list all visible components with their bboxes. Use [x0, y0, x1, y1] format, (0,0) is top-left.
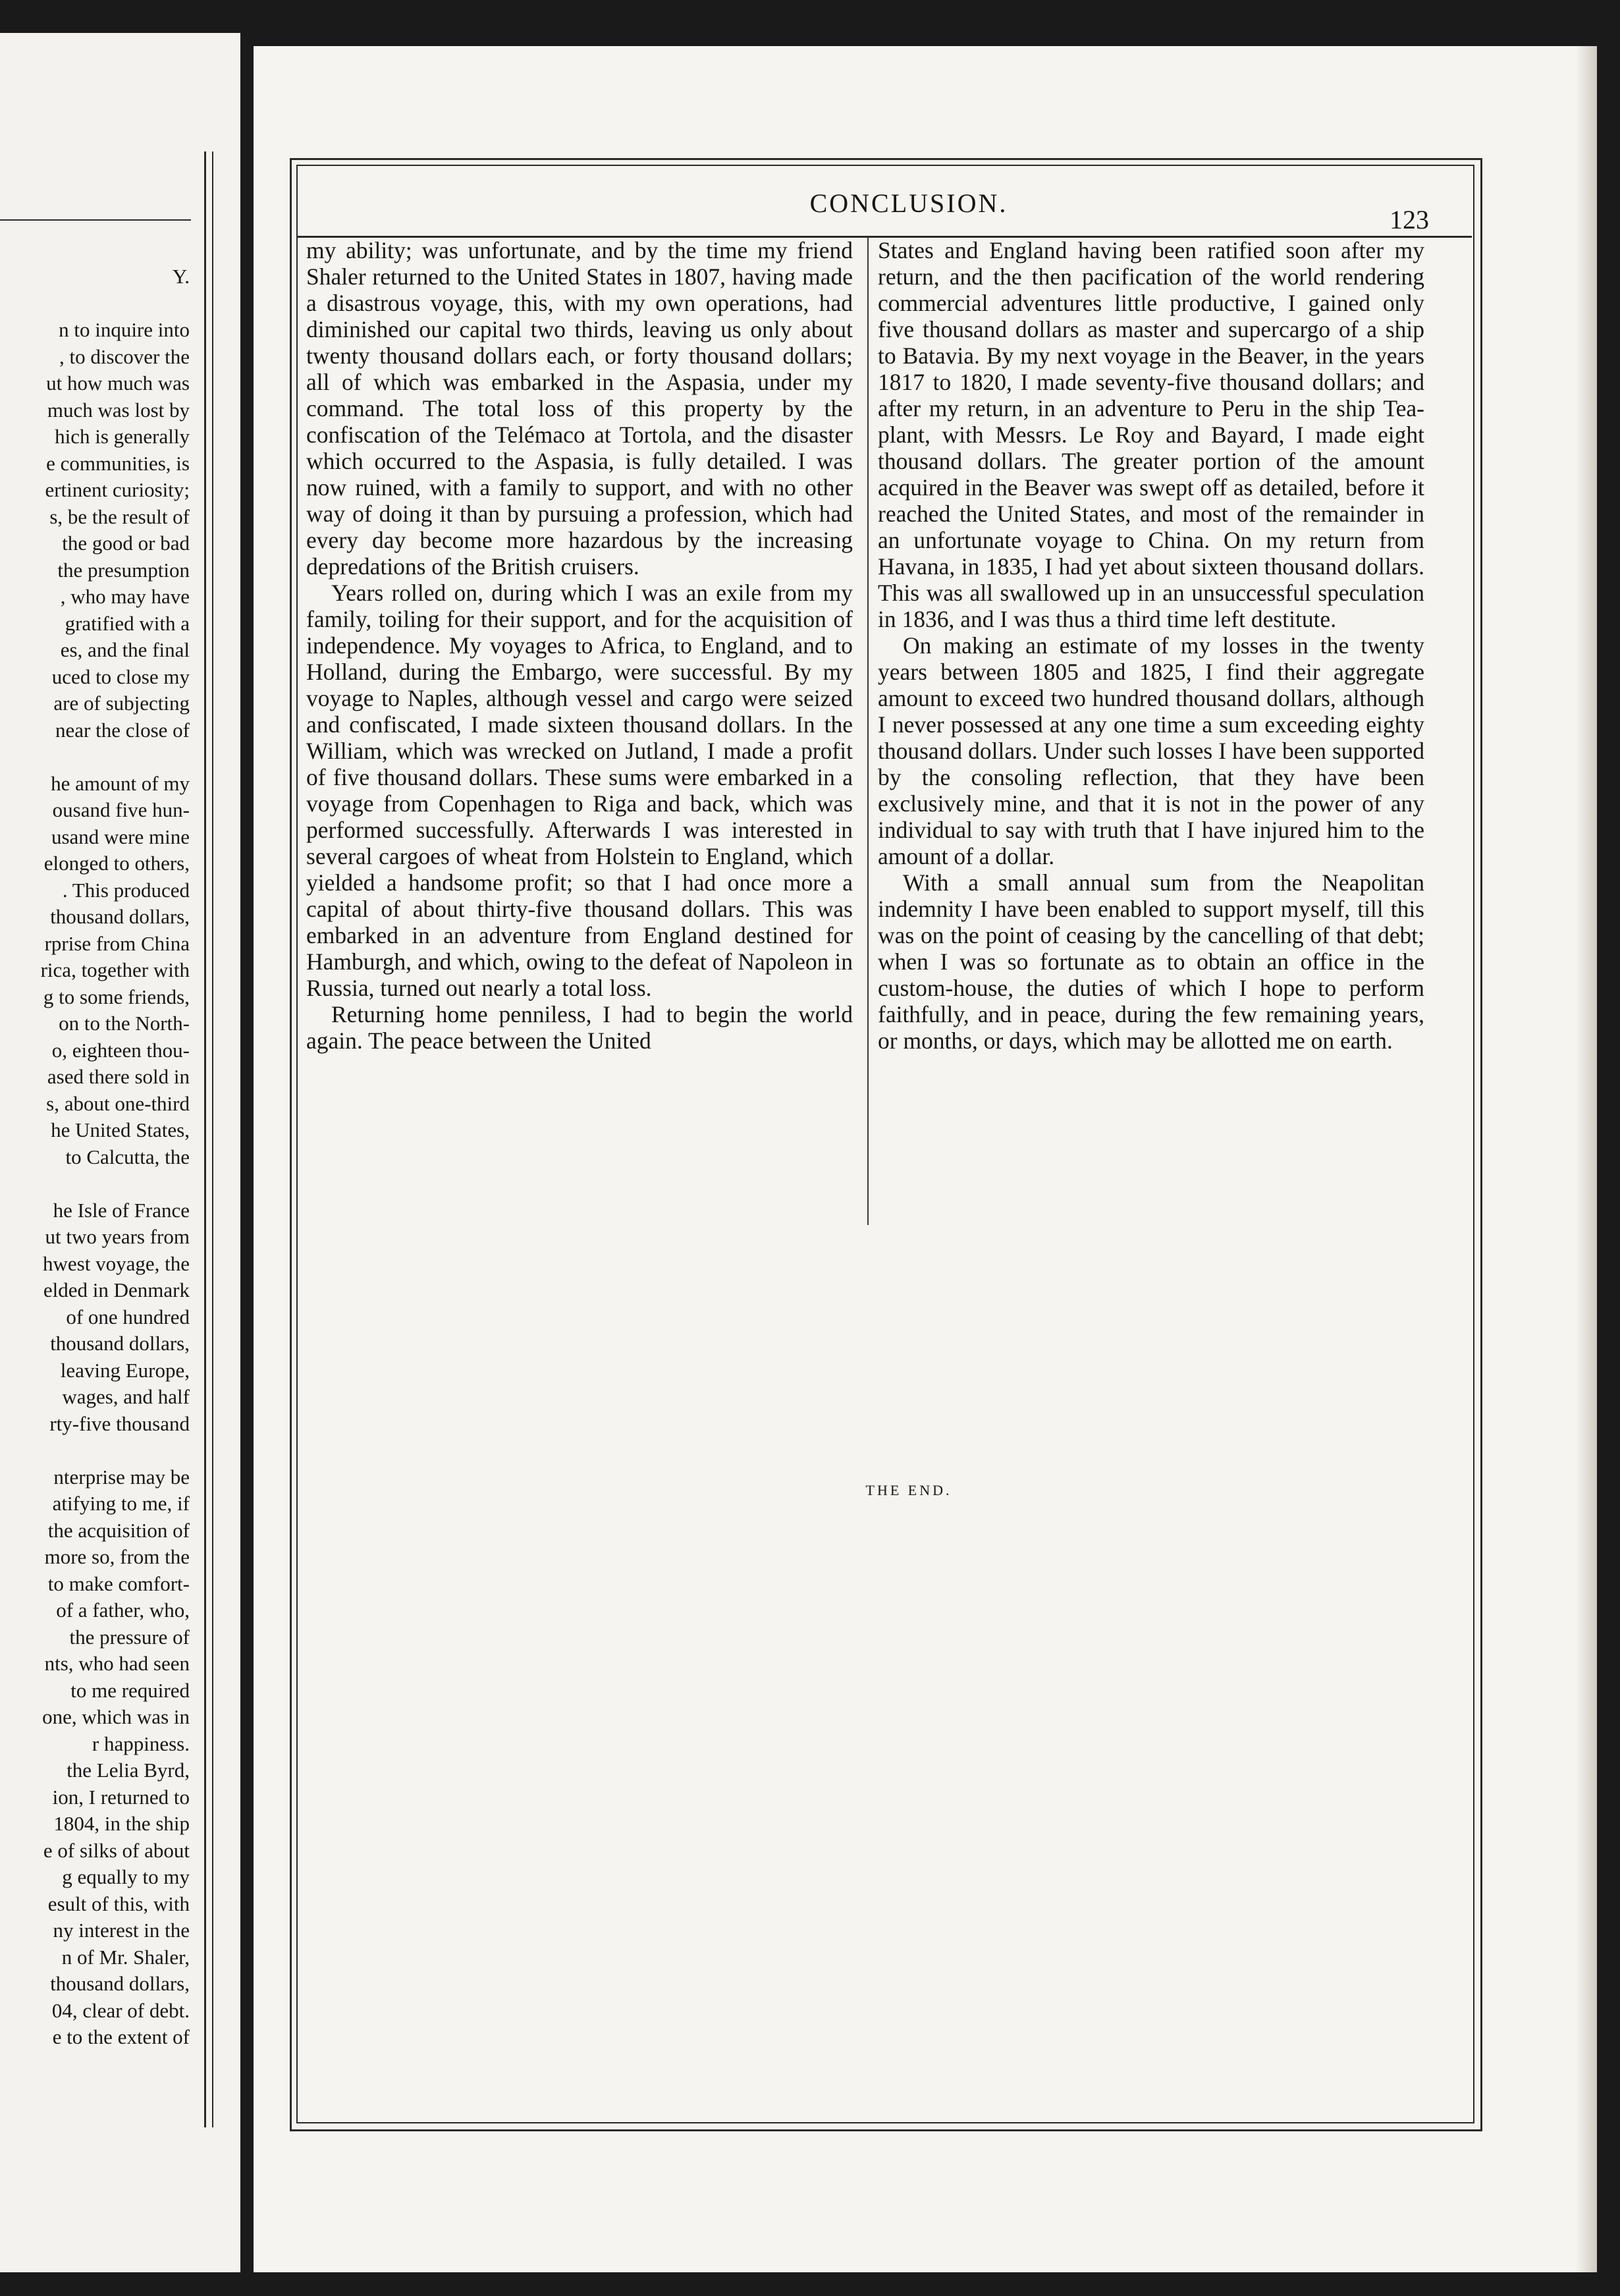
- facing-page-line: to me required: [70, 1678, 190, 1702]
- facing-page-line: s, be the result of: [49, 505, 190, 528]
- facing-page-line: g equally to my: [62, 1865, 190, 1888]
- facing-page-head-rule: [0, 219, 191, 221]
- facing-page-line: leaving Europe,: [60, 1358, 190, 1382]
- facing-page-line: the presumption: [57, 558, 190, 582]
- facing-page-line: e of silks of about: [43, 1838, 190, 1862]
- facing-page-line: ased there sold in: [47, 1065, 190, 1088]
- facing-page-line: nts, who had seen: [44, 1652, 190, 1675]
- facing-page-line: 1804, in the ship: [53, 1812, 190, 1835]
- facing-page-line: elded in Denmark: [43, 1278, 190, 1301]
- facing-page-line: ny interest in the: [53, 1919, 190, 1942]
- page-edge-shadow: [1576, 46, 1597, 2272]
- facing-page-line: [0, 744, 190, 771]
- facing-page-line: thousand dollars,: [50, 905, 190, 928]
- facing-page-line: the good or bad: [62, 532, 190, 555]
- facing-page-line: of a father, who,: [56, 1599, 190, 1622]
- facing-page-line: rty-five thousand: [49, 1411, 190, 1435]
- facing-page-line: to Calcutta, the: [65, 1145, 190, 1168]
- facing-page-line: of one hundred: [66, 1305, 190, 1328]
- facing-page-line: 04, clear of debt.: [51, 1998, 190, 2022]
- facing-page-line: rprise from China: [44, 931, 190, 955]
- facing-page-line: ut two years from: [45, 1225, 190, 1248]
- facing-page-line: nterprise may be: [53, 1465, 190, 1489]
- paragraph: On making an estimate of my losses in the twenty years between 1805 and 1825, I find their aggregate amount to exceed two hundred thousand dollars, although I never possessed at any one time a sum exceeding eighty thousand dollars. Under such losses I have been supported by the consoling reflection, that they have been exclusively mine, and that it is not in the power of any individual to say with truth that I have injured him to the amount of a dollar.: [878, 632, 1424, 869]
- facing-page-line: he Isle of France: [53, 1198, 190, 1222]
- facing-page-line: thousand dollars,: [50, 1332, 190, 1355]
- text-column-right: [878, 237, 1424, 1054]
- facing-page-text: [0, 263, 190, 2051]
- running-head: CONCLUSION.: [809, 188, 1008, 218]
- facing-page-line: Y.: [172, 265, 190, 288]
- facing-page-line: ertinent curiosity;: [45, 478, 190, 501]
- facing-page-line: on to the North-: [59, 1012, 190, 1035]
- facing-page-line: gratified with a: [65, 611, 190, 635]
- facing-page-line: ut how much was: [46, 371, 190, 395]
- facing-page-line: o, eighteen thou-: [51, 1038, 190, 1062]
- paragraph: my ability; was unfortunate, and by the time my friend Shaler returned to the United States in 1807, having made a disastrous voyage, this, with my own operations, had diminished our capital two thirds, leaving us only about twenty thousand dollars each, or forty thousand dollars; all of which was embarked in the Aspasia, under my command. The total loss of this property by the confiscation of the Telémaco at Tortola, and the disaster which occurred to the Aspasia, is fully detailed. I was now ruined, with a family to support, and with no other way of doing it than by pursuing a profession, which had every day become more hazardous by the increasing depredations of the British cruisers.: [306, 237, 853, 580]
- facing-page-line: [0, 1170, 190, 1197]
- facing-page-line: the pressure of: [69, 1625, 190, 1649]
- column-divider: [867, 237, 869, 1225]
- facing-page-line: n of Mr. Shaler,: [61, 1945, 190, 1969]
- facing-page-line: , who may have: [60, 585, 190, 608]
- facing-page-line: wages, and half: [62, 1385, 190, 1408]
- facing-page-line: , to discover the: [59, 344, 190, 368]
- facing-page-line: hich is generally: [55, 425, 190, 448]
- facing-page-line: g to some friends,: [43, 985, 190, 1008]
- paragraph: Years rolled on, during which I was an exile from my family, toiling for their support, and for the acquisition of independence. My voyages to Africa, to England, and to Holland, during the Embargo, were successful. By my voyage to Naples, although vessel and cargo were seized and confiscated, I made sixteen thousand dollars. In the William, which was wrecked on Jutland, I made a profit of five thousand dollars. These sums were embarked in a voyage from Copenhagen to Riga and back, which was performed successfully. Afterwards I was interested in several cargoes of wheat from Holstein to England, which yielded a handsome profit; so that I had once more a capital of about thirty-five thousand dollars. This was embarked in an adventure from England destined for Hamburgh, and which, owing to the defeat of Napoleon in Russia, turned out nearly a total loss.: [306, 580, 853, 1001]
- facing-page-line: ion, I returned to: [52, 1785, 190, 1809]
- facing-page-line: e to the extent of: [52, 2025, 190, 2048]
- facing-page-line: s, about one-third: [46, 1091, 190, 1115]
- facing-page-frame-line-inner: [212, 151, 213, 2127]
- facing-page-line: uced to close my: [51, 665, 190, 688]
- facing-page-line: esult of this, with: [47, 1892, 190, 1915]
- facing-page-line: elonged to others,: [43, 852, 190, 875]
- facing-page-line: one, which was in: [42, 1705, 190, 1728]
- facing-page-line: thousand dollars,: [50, 1972, 190, 1995]
- paragraph: Returning home penniless, I had to begin the world again. The peace between the United: [306, 1001, 853, 1054]
- facing-page-line: es, and the final: [60, 638, 190, 661]
- facing-page-line: [0, 290, 190, 317]
- paragraph: With a small annual sum from the Neapolitan indemnity I have been enabled to support myself, till this was on the point of ceasing by the cancelling of that debt; when I was so fortunate as to obtain an office in the custom-house, the duties of which I hope to perform faithfully, and in peace, during the few remaining years, or months, or days, which may be allotted me on earth.: [878, 869, 1424, 1054]
- facing-page-line: hwest voyage, the: [43, 1251, 190, 1275]
- facing-page-line: e communities, is: [46, 451, 190, 475]
- the-end-mark: THE END.: [865, 1482, 952, 1498]
- facing-page-line: rica, together with: [40, 958, 190, 981]
- facing-page-line: much was lost by: [47, 398, 190, 422]
- facing-page-line: [0, 1437, 190, 1464]
- text-column-left: [306, 237, 853, 1054]
- facing-page-frame-line: [204, 151, 206, 2127]
- book-page: [254, 46, 1597, 2272]
- facing-page-fragment: [0, 33, 240, 2272]
- facing-page-line: atifying to me, if: [52, 1492, 190, 1515]
- facing-page-line: usand were mine: [51, 825, 190, 848]
- facing-page-line: near the close of: [55, 718, 190, 742]
- facing-page-line: the acquisition of: [47, 1518, 190, 1542]
- facing-page-line: to make comfort-: [47, 1572, 190, 1595]
- facing-page-line: he United States,: [51, 1118, 190, 1141]
- facing-page-line: he amount of my: [51, 771, 190, 795]
- facing-page-line: the Lelia Byrd,: [67, 1759, 190, 1782]
- page-number: 123: [1390, 205, 1429, 234]
- facing-page-line: are of subjecting: [53, 692, 190, 715]
- facing-page-line: n to inquire into: [59, 318, 190, 341]
- facing-page-line: more so, from the: [44, 1545, 190, 1568]
- facing-page-line: . This produced: [62, 878, 190, 902]
- facing-page-line: r happiness.: [92, 1732, 190, 1755]
- facing-page-line: ousand five hun-: [52, 798, 190, 821]
- paragraph: States and England having been ratified soon after my return, and the then pacification of the world rendering commercial adventures little productive, I gained only five thousand dollars as master and supercargo of a ship to Batavia. By my next voyage in the Beaver, in the years 1817 to 1820, I made seventy-five thousand dollars; and after my return, in an adventure to Peru in the ship Tea-plant, with Messrs. Le Roy and Bayard, I made eight thousand dollars. The greater portion of the amount acquired in the Beaver was swept off as detailed, before it reached the United States, and most of the remainder in an unfortunate voyage to China. On my return from Havana, in 1835, I had yet about sixteen thousand dollars. This was all swallowed up in an unsuccessful speculation in 1836, and I was thus a third time left destitute.: [878, 237, 1424, 632]
